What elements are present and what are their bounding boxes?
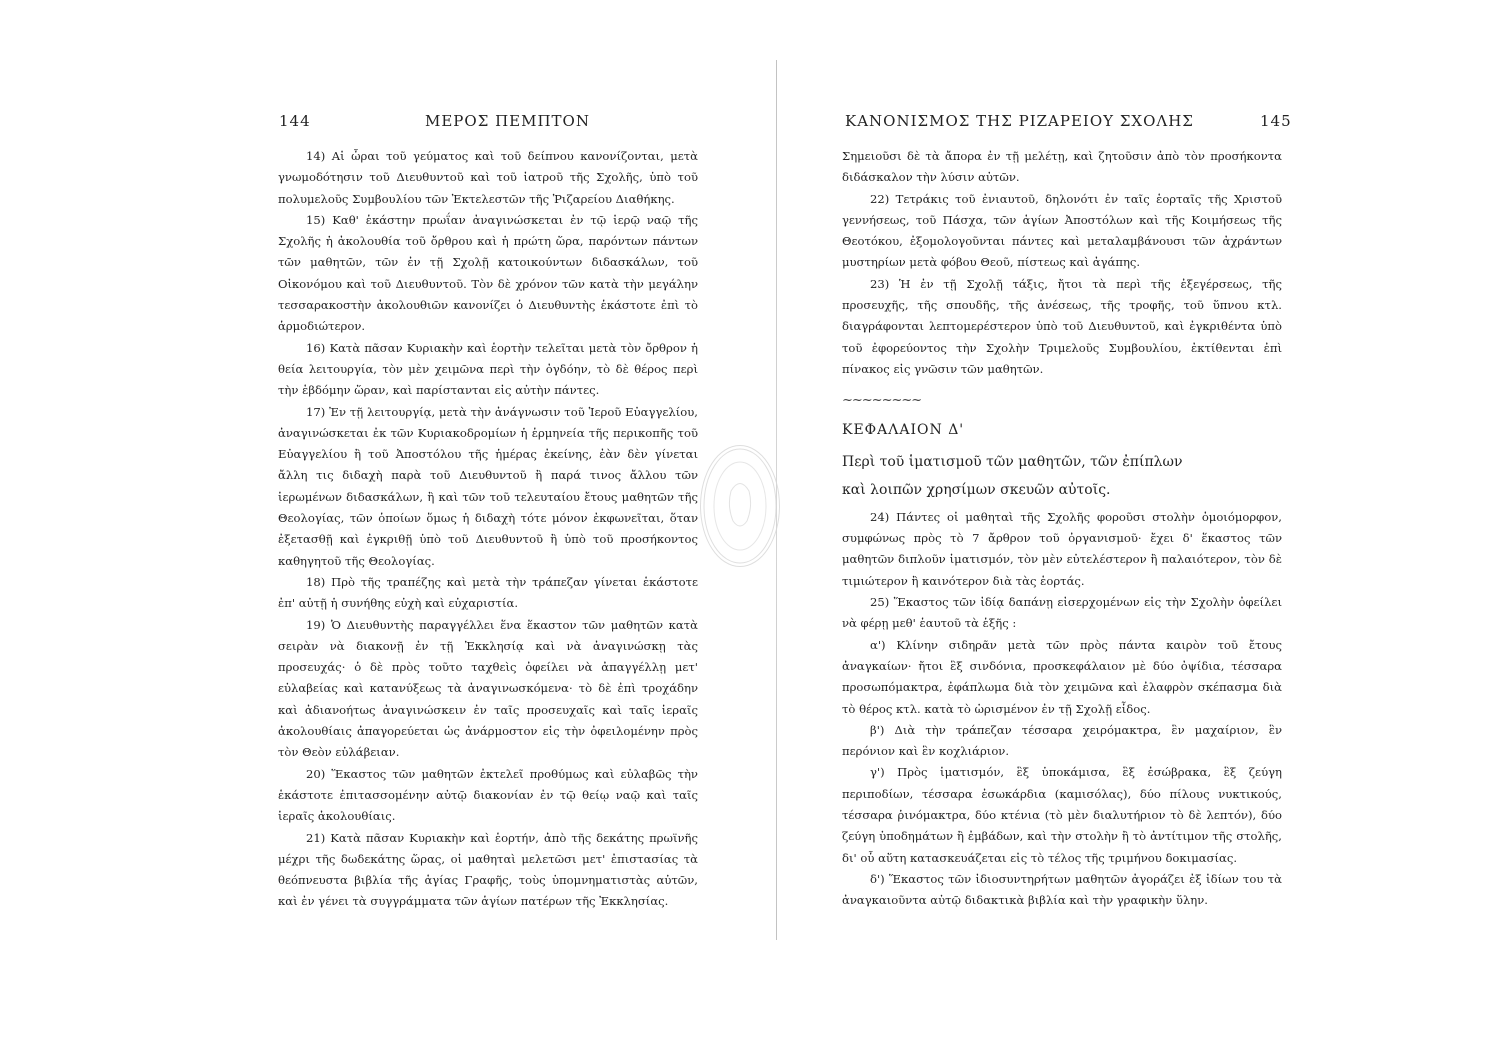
chapter-title: ΚΕΦΑΛΑΙΟΝ Δ'	[842, 421, 965, 438]
paragraph-19: 19) Ὁ Διευθυντὴς παραγγέλλει ἕνα ἕκαστον τῶν μαθητῶν κατὰ σειρὰν νὰ διακονῇ ἐν τῇ Ἐκκλησίᾳ καὶ νὰ ἀναγινώσκῃ τὰς προσευχάς· ὁ δὲ πρὸς τοῦτο ταχθεὶς ὀφείλει νὰ ἀπαγγέλλῃ μετ' εὐλαβείας καὶ κατανύξεως τὰ ἀναγινωσκόμενα· τὸ δὲ ἐπὶ τροχάδην καὶ ἀδιανοήτως ἀναγινώσκειν ἐν ταῖς προσευχαῖς καὶ ταῖς ἱεραῖς ἀκολουθίαις ἀπαγορεύεται ὡς ἀνάρμοστον εἰς τὴν ὀφειλομένην πρὸς τὸν Θεὸν εὐλάβειαν.	[278, 617, 698, 760]
section-title-line-2: καὶ λοιπῶν χρησίμων σκευῶν αὐτοῖς.	[842, 481, 1111, 498]
left-running-title: ΜΕΡΟΣ ΠΕΜΠΤΟΝ	[425, 112, 590, 130]
paragraph-23: 23) Ἡ ἐν τῇ Σχολῇ τάξις, ἤτοι τὰ περὶ τῆς ἐξεγέρσεως, τῆς προσευχῆς, τῆς σπουδῆς, τῆς ἀνέσεως, τῆς τροφῆς, τοῦ ὕπνου κτλ. διαγράφονται λεπτομερέστερον ὑπὸ τοῦ Διευθυντοῦ, καὶ ἐγκριθέντα ὑπὸ τοῦ ἐφορεύοντος τὴν Σχολὴν Τριμελοῦς Συμβουλίου, ἐκτίθενται ἐπὶ πίνακος εἰς γνῶσιν τῶν μαθητῶν.	[842, 276, 1282, 376]
paragraph-14: 14) Αἱ ὧραι τοῦ γεύματος καὶ τοῦ δείπνου κανονίζονται, μετὰ γνωμοδότησιν τοῦ Διευθυντοῦ καὶ τοῦ ἰατροῦ τῆς Σχολῆς, ὑπὸ τοῦ πολυμελοῦς Συμβουλίου τῶν Ἐκτελεστῶν τῆς Ῥιζαρείου Διαθήκης.	[278, 149, 698, 206]
paragraph-22: 22) Τετράκις τοῦ ἐνιαυτοῦ, δηλονότι ἐν ταῖς ἑορταῖς τῆς Χριστοῦ γεννήσεως, τοῦ Πάσχα, τῶν ἁγίων Ἀποστόλων καὶ τῆς Κοιμήσεως τῆς Θεοτόκου, ἐξομολογοῦνται πάντες καὶ μεταλαμβάνουσι τῶν ἀχράντων μυστηρίων μετὰ φόβου Θεοῦ, πίστεως καὶ ἀγάπης.	[842, 191, 1282, 270]
section-ornament: ~~~~~~~~	[842, 393, 922, 409]
item-beta: β') Διὰ τὴν τράπεζαν τέσσαρα χειρόμακτρα, ἓν μαχαίριον, ἓν περόνιον καὶ ἓν κοχλιάριον.	[842, 722, 1282, 759]
section-title-line-1: Περὶ τοῦ ἱματισμοῦ τῶν μαθητῶν, τῶν ἐπίπλων	[842, 453, 1183, 470]
left-body-text	[278, 146, 698, 913]
left-page-number: 144	[279, 112, 311, 130]
paragraph-17: 17) Ἐν τῇ λειτουργίᾳ, μετὰ τὴν ἀνάγνωσιν τοῦ Ἱεροῦ Εὐαγγελίου, ἀναγινώσκεται ἐκ τῶν Κυριακοδρομίων ἡ ἑρμηνεία τῆς περικοπῆς τοῦ Εὐαγγελίου ἢ τοῦ Ἀποστόλου τῆς ἡμέρας ἐκείνης, ἐὰν δὲν γίνεται ἄλλη τις διδαχὴ παρὰ τοῦ Διευθυντοῦ ἢ παρά τινος ἄλλου τῶν ἱερωμένων διδασκάλων, ἢ καὶ τῶν τοῦ τελευταίου ἔτους μαθητῶν τῆς Θεολογίας, τῶν ὁποίων ὅμως ἡ διδαχὴ τότε μόνον ἐκφωνεῖται, ὅταν ἐξετασθῇ καὶ ἐγκριθῇ ὑπὸ τοῦ Διευθυντοῦ ἢ ὑπὸ τοῦ προσήκοντος καθηγητοῦ τῆς Θεολογίας.	[278, 404, 698, 568]
continuation-paragraph: Σημειοῦσι δὲ τὰ ἄπορα ἐν τῇ μελέτῃ, καὶ ζητοῦσιν ἀπὸ τὸν προσήκοντα διδάσκαλον τὴν λύσιν αὐτῶν.	[842, 149, 1282, 185]
paragraph-24: 24) Πάντες οἱ μαθηταὶ τῆς Σχολῆς φοροῦσι στολὴν ὁμοιόμορφον, συμφώνως πρὸς τὸ 7 ἄρθρον τοῦ ὀργανισμοῦ· ἔχει δ' ἕκαστος τῶν μαθητῶν διπλοῦν ἱματισμόν, τὸν μὲν εὐτελέστερον ἢ παλαιότερον, τὸν δὲ τιμιώτερον ἢ καινότερον διὰ τὰς ἑορτάς.	[842, 509, 1282, 588]
item-delta: δ') Ἕκαστος τῶν ἰδιοσυντηρήτων μαθητῶν ἀγοράζει ἐξ ἰδίων του τὰ ἀναγκαιοῦντα αὐτῷ διδακτικὰ βιβλία καὶ τὴν γραφικὴν ὕλην.	[842, 871, 1282, 908]
right-body-text	[842, 146, 1282, 912]
paragraph-21: 21) Κατὰ πᾶσαν Κυριακὴν καὶ ἑορτήν, ἀπὸ τῆς δεκάτης πρωϊνῆς μέχρι τῆς δωδεκάτης ὥρας, οἱ μαθηταὶ μελετῶσι μετ' ἐπιστασίας τὰ θεόπνευστα βιβλία τῆς ἁγίας Γραφῆς, τοὺς ὑπομνηματιστὰς αὐτῶν, καὶ ἐν γένει τὰ συγγράμματα τῶν ἁγίων πατέρων τῆς Ἐκκλησίας.	[278, 830, 698, 909]
right-page-number: 145	[1260, 112, 1292, 130]
paragraph-18: 18) Πρὸ τῆς τραπέζης καὶ μετὰ τὴν τράπεζαν γίνεται ἑκάστοτε ἐπ' αὐτῇ ἡ συνήθης εὐχὴ καὶ εὐχαριστία.	[278, 574, 698, 611]
paragraph-25: 25) Ἕκαστος τῶν ἰδίᾳ δαπάνῃ εἰσερχομένων εἰς τὴν Σχολὴν ὀφείλει νὰ φέρῃ μεθ' ἑαυτοῦ τὰ ἑξῆς :	[842, 595, 1282, 631]
paragraph-16: 16) Κατὰ πᾶσαν Κυριακὴν καὶ ἑορτὴν τελεῖται μετὰ τὸν ὄρθρον ἡ θεία λειτουργία, τὸν μὲν χειμῶνα περὶ τὴν ὀγδόην, τὸ δὲ θέρος περὶ τὴν ἑβδόμην ὥραν, καὶ παρίστανται εἰς αὐτὴν πάντες.	[278, 340, 698, 398]
right-running-title: ΚΑΝΟΝΙΣΜΟΣ ΤΗΣ ΡΙΖΑΡΕΙΟΥ ΣΧΟΛΗΣ	[845, 112, 1194, 130]
paragraph-20: 20) Ἕκαστος τῶν μαθητῶν ἐκτελεῖ προθύμως καὶ εὐλαβῶς τὴν ἑκάστοτε ἐπιτασσομένην αὐτῷ διακονίαν ἐν τῷ θείῳ ναῷ καὶ ταῖς ἱεραῖς ἀκολουθίαις.	[278, 766, 698, 824]
item-alpha: α') Κλίνην σιδηρᾶν μετὰ τῶν πρὸς πάντα καιρὸν τοῦ ἔτους ἀναγκαίων· ἤτοι ἓξ σινδόνια, προσκεφάλαιον μὲ δύο ὀψίδια, τέσσαρα προσωπόμακτρα, ἐφάπλωμα διὰ τὸν χειμῶνα καὶ ἐλαφρὸν σκέπασμα διὰ τὸ θέρος κτλ. κατὰ τὸ ὡρισμένον ἐν τῇ Σχολῇ εἶδος.	[842, 637, 1282, 716]
right-page	[750, 0, 1500, 1053]
item-gamma: γ') Πρὸς ἱματισμόν, ἓξ ὑποκάμισα, ἓξ ἐσώβρακα, ἓξ ζεύγη περιποδίων, τέσσαρα ἐσωκάρδια (καμισόλας), δύο πίλους νυκτικούς, τέσσαρα ῥινόμακτρα, δύο κτένια (τὸ μὲν διαλυτήριον τὸ δὲ λεπτόν), δύο ζεύγη ὑποδημάτων ἢ ἐμβάδων, καὶ τὴν στολὴν ἢ τὸ ἀντίτιμον τῆς στολῆς, δι' οὗ αὕτη κατασκευάζεται εἰς τὸ τέλος τῆς τριμήνου δοκιμασίας.	[842, 765, 1282, 865]
paragraph-15: 15) Καθ' ἑκάστην πρωΐαν ἀναγινώσκεται ἐν τῷ ἱερῷ ναῷ τῆς Σχολῆς ἡ ἀκολουθία τοῦ ὄρθρου καὶ ἡ πρώτη ὥρα, παρόντων πάντων τῶν μαθητῶν, τῶν ἐν τῇ Σχολῇ κατοικούντων διδασκάλων, τοῦ Οἰκονόμου καὶ τοῦ Διευθυντοῦ. Τὸν δὲ χρόνον τῶν κατὰ τὴν μεγάλην τεσσαρακοστὴν ἀκολουθιῶν κανονίζει ὁ Διευθυντὴς ἑκάστοτε ἐπὶ τὸ ἁρμοδιώτερον.	[278, 212, 698, 334]
